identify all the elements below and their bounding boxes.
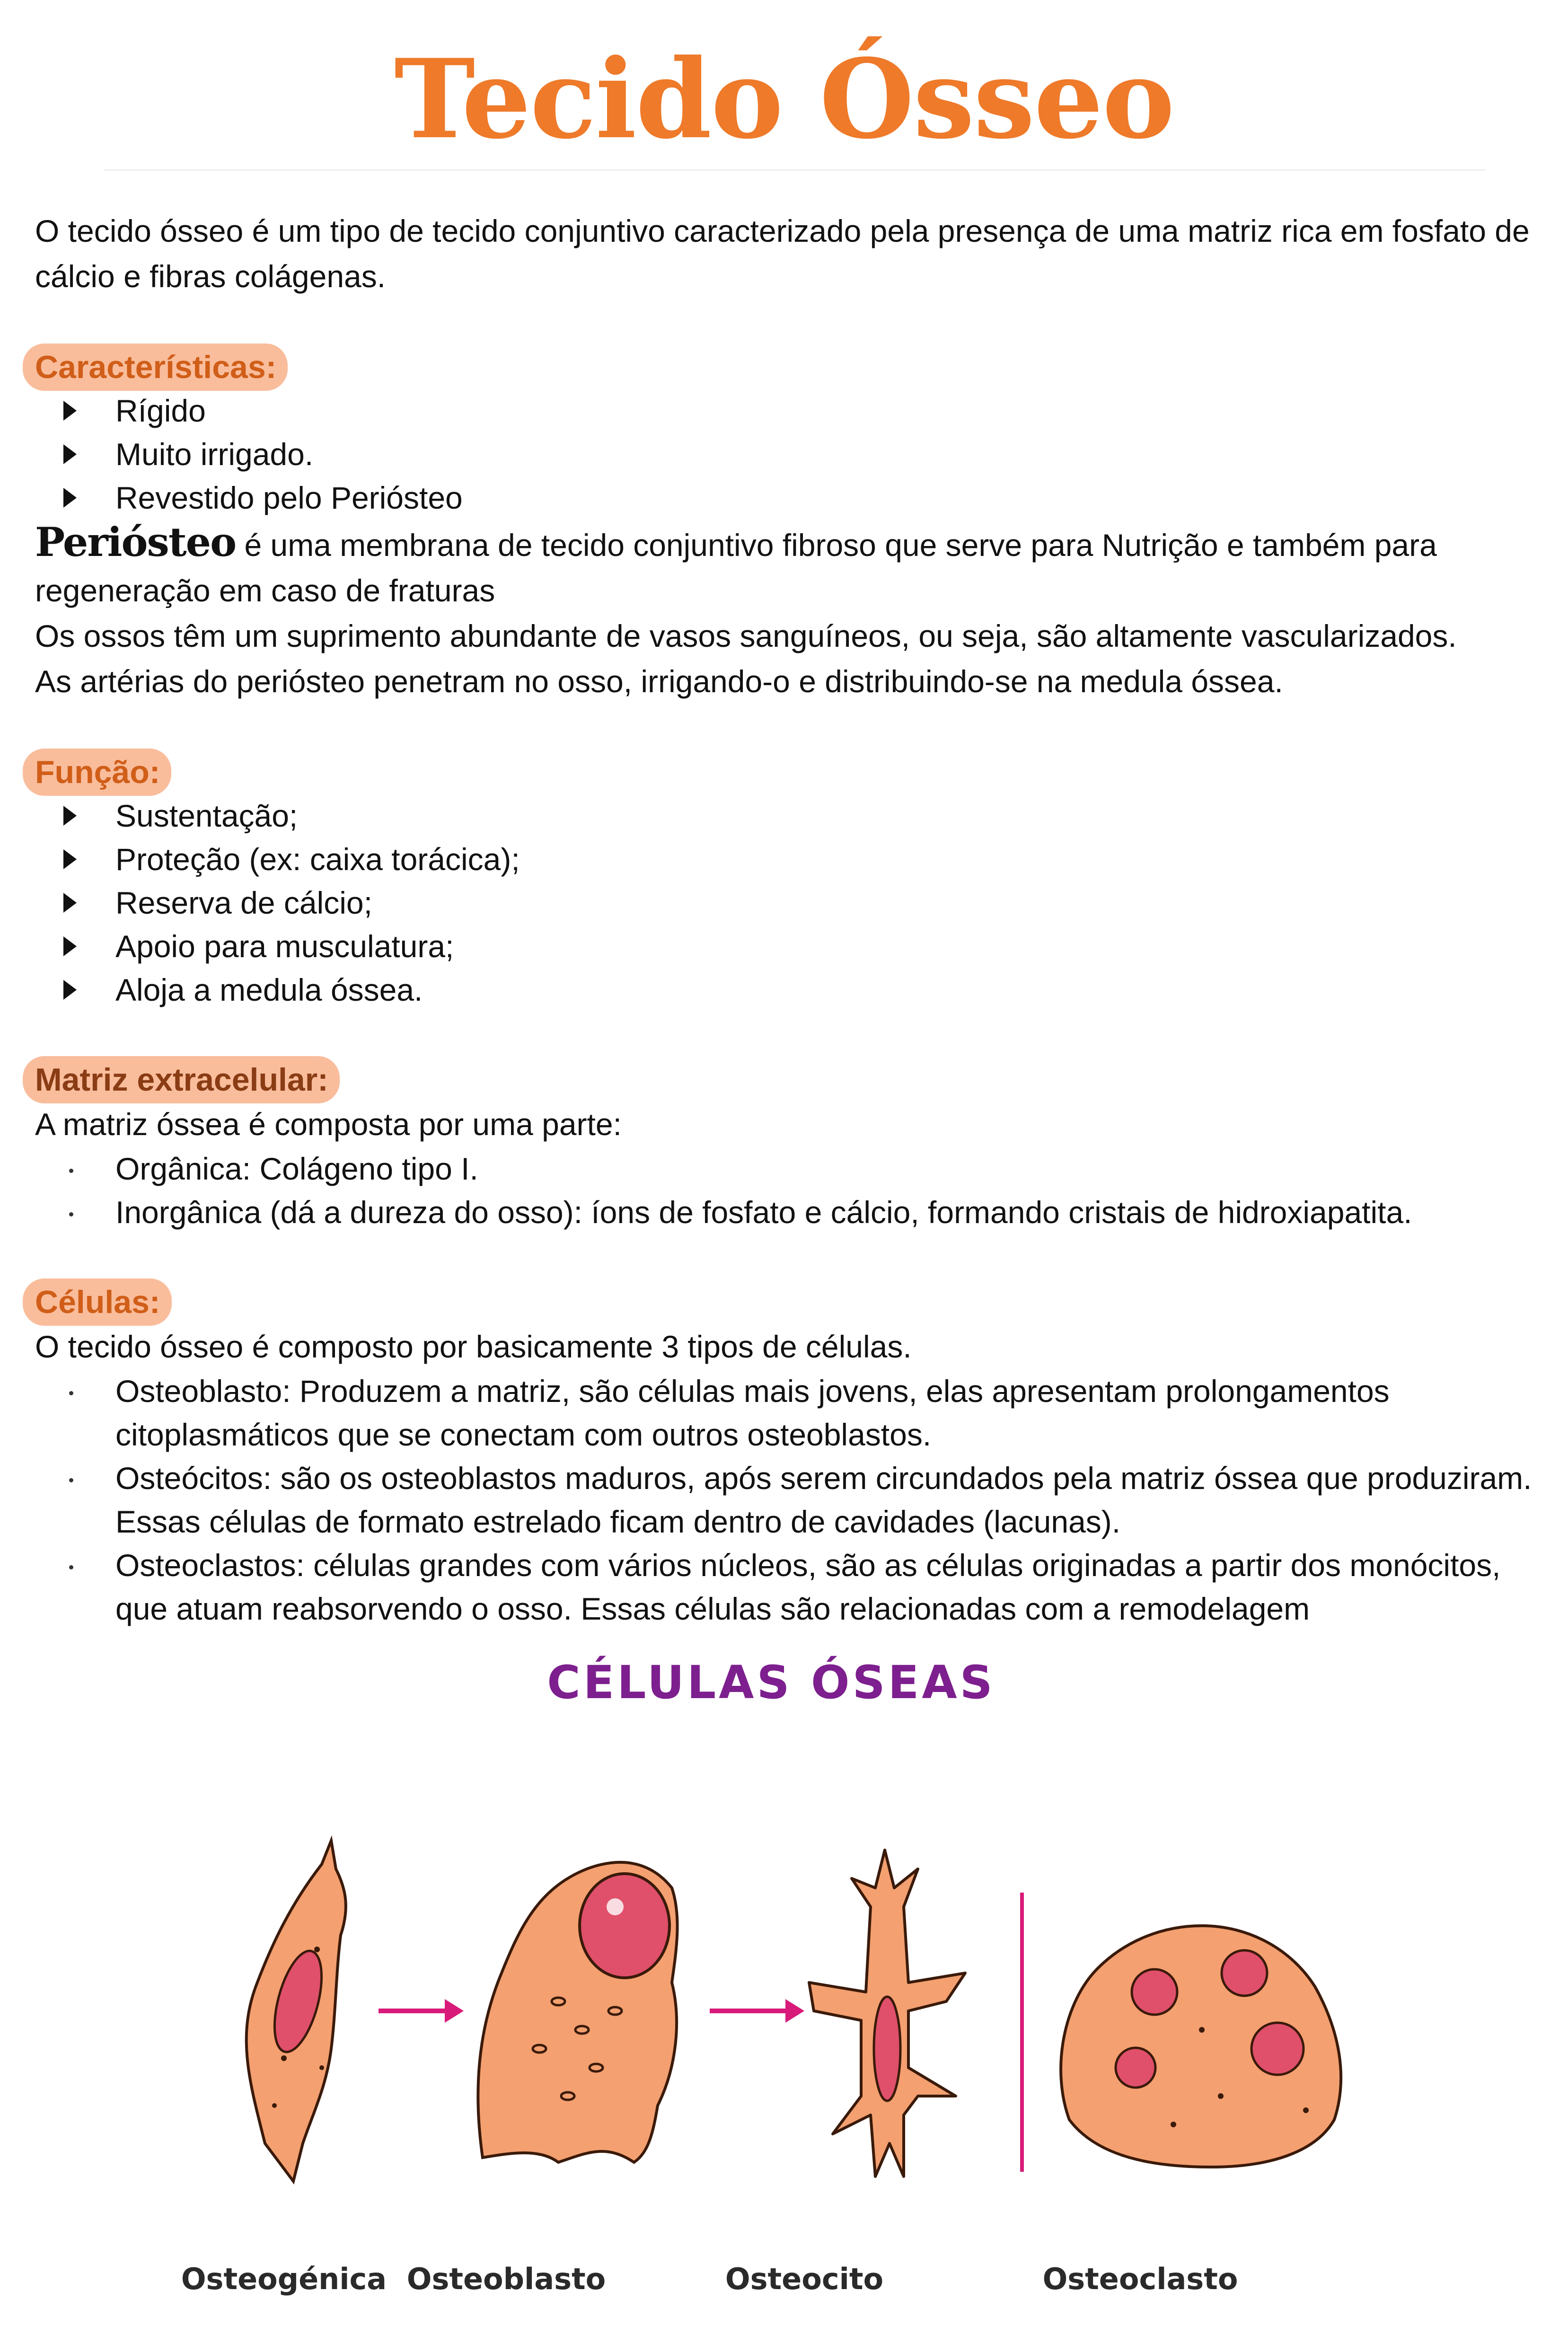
label-osteocito: Osteocito (725, 2262, 884, 2296)
list-item: Aloja a medula óssea. (35, 968, 1540, 1012)
label-osteogenica: Osteogénica (181, 2262, 387, 2296)
list-item: Apoio para musculatura; (35, 925, 1540, 968)
dot-bullet-icon (69, 1478, 73, 1482)
triangle-bullet-icon (63, 401, 77, 421)
dot-bullet-icon (69, 1212, 73, 1216)
celulas-intro: O tecido ósseo é composto por basicamente 3 tipos de células. (35, 1329, 912, 1364)
triangle-bullet-icon (63, 893, 77, 913)
heading-caracteristicas: Características: (23, 344, 288, 391)
dot-bullet-icon (69, 1169, 73, 1173)
list-item: Osteócitos: são os osteoblastos maduros, após serem circundados pela matriz óssea que produziram. Essas células de formato estrelado ficam dentro de cavidades (lacunas). (35, 1456, 1540, 1543)
title-divider (104, 169, 1486, 171)
osteocyte-drawing (809, 1850, 965, 2177)
document-body (35, 208, 1540, 1630)
triangle-bullet-icon (63, 849, 77, 869)
triangle-bullet-icon (63, 806, 77, 826)
funcao-list (35, 794, 1540, 1012)
list-item: Orgânica: Colágeno tipo I. (35, 1147, 1540, 1190)
dot-bullet-icon (69, 1565, 73, 1569)
osteoblast-drawing (478, 1862, 677, 2162)
list-item: Reserva de cálcio; (35, 881, 1540, 925)
heading-funcao: Função: (23, 749, 171, 796)
label-osteoblasto: Osteoblasto (406, 2262, 606, 2296)
osteoclast-drawing (1061, 1926, 1341, 2167)
periosteo-paragraph (35, 520, 1540, 613)
label-osteoclasto: Osteoclasto (1042, 2262, 1238, 2296)
list-item: Revestido pelo Periósteo (35, 476, 1540, 520)
triangle-bullet-icon (63, 488, 77, 508)
dot-bullet-icon (69, 1391, 73, 1395)
osteogenic-cell-drawing (247, 1841, 346, 2181)
bone-cells-figure (180, 1642, 1363, 2323)
periosteo-line-2: Os ossos têm um suprimento abundante de vasos sanguíneos, ou seja, são altamente vascularizados. (35, 618, 1457, 653)
celulas-list (35, 1369, 1540, 1630)
figure-title: CÉLULAS ÓSEAS (547, 1656, 995, 1709)
list-item: Sustentação; (35, 794, 1540, 837)
list-item: Inorgânica (dá a dureza do osso): íons de fosfato e cálcio, formando cristais de hidroxiapatita. (35, 1190, 1540, 1234)
triangle-bullet-icon (63, 980, 77, 1000)
heading-matriz: Matriz extracelular: (23, 1056, 340, 1103)
periosteo-definition: é uma membrana de tecido conjuntivo fibroso que serve para Nutrição e também para regeneração em caso de fraturas (35, 528, 1437, 608)
arrow-head-icon (785, 1999, 804, 2023)
triangle-bullet-icon (63, 936, 77, 956)
periosteo-term: Periósteo (35, 519, 236, 565)
list-item: Rígido (35, 389, 1540, 432)
list-item: Proteção (ex: caixa torácica); (35, 837, 1540, 881)
triangle-bullet-icon (63, 444, 77, 464)
matriz-intro: A matriz óssea é composta por uma parte: (35, 1107, 622, 1142)
list-item: Osteoclastos: células grandes com vários núcleos, são as células originadas a partir dos monócitos, que atuam reabsorvendo o osso. Essas células são relacionadas com a remodelagem (35, 1543, 1540, 1630)
bone-cells-illustration (180, 1642, 1363, 2257)
periosteo-line-3: As artérias do periósteo penetram no osso, irrigando-o e distribuindo-se na medula óssea. (35, 664, 1283, 699)
caracteristicas-list (35, 389, 1540, 520)
heading-celulas: Células: (23, 1278, 172, 1326)
page-title: Tecido Ósseo (394, 35, 1174, 163)
list-item: Osteoblasto: Produzem a matriz, são células mais jovens, elas apresentam prolongamentos citoplasmáticos que se conectam com outros osteoblastos. (35, 1369, 1540, 1456)
intro-paragraph: O tecido ósseo é um tipo de tecido conjuntivo caracterizado pela presença de uma matriz rica em fosfato de cálcio e fibras colágenas. (35, 213, 1530, 294)
matriz-list (35, 1147, 1540, 1234)
list-item: Muito irrigado. (35, 432, 1540, 476)
arrow-head-icon (445, 1999, 464, 2023)
